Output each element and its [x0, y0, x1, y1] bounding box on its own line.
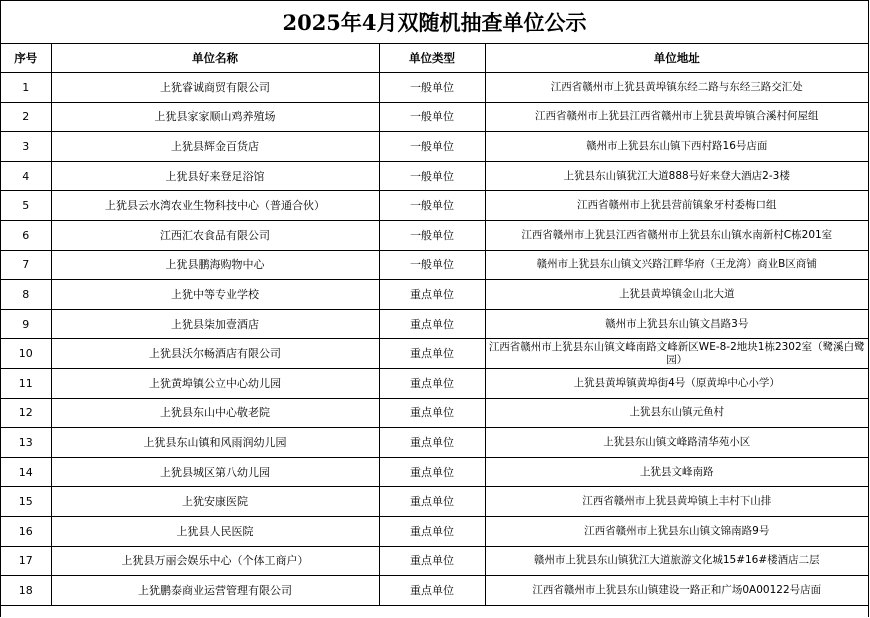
cell-unit-type: 重点单位 — [379, 487, 485, 517]
cell-no: 10 — [1, 339, 51, 369]
cell-no: 16 — [1, 516, 51, 546]
cell-unit-name: 上犹中等专业学校 — [51, 280, 379, 310]
cell-unit-type: 重点单位 — [379, 339, 485, 369]
cell-unit-name: 上犹黄埠镇公立中心幼儿园 — [51, 368, 379, 398]
cell-unit-name: 上犹县东山镇和风雨润幼儿园 — [51, 428, 379, 458]
cell-unit-type: 重点单位 — [379, 280, 485, 310]
cell-unit-type: 重点单位 — [379, 398, 485, 428]
cell-unit-address: 江西省赣州市上犹县东山镇文锦南路9号 — [485, 516, 868, 546]
cell-no: 11 — [1, 368, 51, 398]
table-row — [1, 428, 868, 458]
cell-no: 15 — [1, 487, 51, 517]
cell-unit-address: 赣州市上犹县东山镇文昌路3号 — [485, 309, 868, 339]
cell-no: 3 — [1, 132, 51, 162]
table-header-row — [1, 44, 868, 73]
cell-unit-address: 赣州市上犹县东山镇文兴路江畔华府（王龙湾）商业B区商铺 — [485, 250, 868, 280]
cell-unit-address: 江西省赣州市上犹县黄埠镇东经二路与东经三路交汇处 — [485, 73, 868, 103]
cell-unit-name: 上犹安康医院 — [51, 487, 379, 517]
cell-unit-address: 赣州市上犹县东山镇犹江大道旅游文化城15#16#楼酒店二层 — [485, 546, 868, 576]
cell-unit-address: 江西省赣州市上犹县江西省赣州市上犹县黄埠镇合溪村何屋组 — [485, 102, 868, 132]
cell-unit-address: 江西省赣州市上犹县江西省赣州市上犹县东山镇水南新村C栋201室 — [485, 220, 868, 250]
table-row — [1, 73, 868, 103]
cell-unit-name: 上犹县辉金百货店 — [51, 132, 379, 162]
cell-unit-name: 上犹鹏泰商业运营管理有限公司 — [51, 576, 379, 606]
cell-no: 17 — [1, 546, 51, 576]
page-title: 2025年4月双随机抽查单位公示 — [1, 0, 868, 44]
cell-unit-type: 重点单位 — [379, 457, 485, 487]
cell-unit-address: 上犹县文峰南路 — [485, 457, 868, 487]
cell-no: 6 — [1, 220, 51, 250]
cell-unit-address: 上犹县东山镇犹江大道888号好来登大酒店2-3楼 — [485, 161, 868, 191]
table-row — [1, 576, 868, 606]
cell-unit-type: 一般单位 — [379, 161, 485, 191]
cell-unit-name: 上犹县东山中心敬老院 — [51, 398, 379, 428]
cell-no: 7 — [1, 250, 51, 280]
cell-unit-name: 上犹县城区第八幼儿园 — [51, 457, 379, 487]
table-row — [1, 339, 868, 369]
cell-unit-type: 重点单位 — [379, 546, 485, 576]
table-row — [1, 102, 868, 132]
table-row — [1, 546, 868, 576]
cell-no: 5 — [1, 191, 51, 221]
table-row — [1, 457, 868, 487]
cell-unit-address: 江西省赣州市上犹县营前镇象牙村委梅口组 — [485, 191, 868, 221]
cell-unit-address: 上犹县东山镇文峰路清华苑小区 — [485, 428, 868, 458]
cell-unit-type: 重点单位 — [379, 516, 485, 546]
cell-unit-address: 江西省赣州市上犹县东山镇建设一路正和广场0A00122号店面 — [485, 576, 868, 606]
cell-no: 12 — [1, 398, 51, 428]
cell-no: 4 — [1, 161, 51, 191]
table-row — [1, 191, 868, 221]
unit-table — [1, 44, 868, 606]
cell-no: 18 — [1, 576, 51, 606]
cell-unit-type: 一般单位 — [379, 220, 485, 250]
header-address: 单位地址 — [485, 44, 868, 73]
table-row — [1, 250, 868, 280]
header-name: 单位名称 — [51, 44, 379, 73]
cell-unit-name: 上犹县沃尔畅酒店有限公司 — [51, 339, 379, 369]
table-row — [1, 309, 868, 339]
table-row — [1, 220, 868, 250]
cell-no: 13 — [1, 428, 51, 458]
table-row — [1, 132, 868, 162]
cell-no: 2 — [1, 102, 51, 132]
table-body — [1, 73, 868, 606]
cell-unit-type: 重点单位 — [379, 428, 485, 458]
cell-unit-type: 一般单位 — [379, 102, 485, 132]
cell-unit-address: 江西省赣州市上犹县黄埠镇上丰村下山排 — [485, 487, 868, 517]
cell-unit-name: 江西汇农食品有限公司 — [51, 220, 379, 250]
cell-unit-name: 上犹县好来登足浴馆 — [51, 161, 379, 191]
cell-no: 14 — [1, 457, 51, 487]
cell-unit-name: 上犹县万丽会娱乐中心（个体工商户） — [51, 546, 379, 576]
table-row — [1, 280, 868, 310]
header-no: 序号 — [1, 44, 51, 73]
cell-unit-name: 上犹县人民医院 — [51, 516, 379, 546]
table-row — [1, 368, 868, 398]
cell-unit-name: 上犹睿诚商贸有限公司 — [51, 73, 379, 103]
table-row — [1, 487, 868, 517]
cell-no: 1 — [1, 73, 51, 103]
cell-unit-type: 一般单位 — [379, 250, 485, 280]
cell-unit-address: 赣州市上犹县东山镇下西村路16号店面 — [485, 132, 868, 162]
cell-unit-type: 重点单位 — [379, 576, 485, 606]
cell-unit-name: 上犹县云水湾农业生物科技中心（普通合伙） — [51, 191, 379, 221]
cell-unit-type: 一般单位 — [379, 73, 485, 103]
cell-unit-address: 上犹县黄埠镇金山北大道 — [485, 280, 868, 310]
cell-unit-type: 一般单位 — [379, 191, 485, 221]
table-row — [1, 161, 868, 191]
cell-unit-address: 江西省赣州市上犹县东山镇文峰南路文峰新区WE-8-2地块1栋2302室（鹭溪白鹭园） — [485, 339, 868, 369]
table-row — [1, 516, 868, 546]
cell-unit-type: 重点单位 — [379, 309, 485, 339]
cell-unit-address: 上犹县黄埠镇黄埠街4号（原黄埠中心小学） — [485, 368, 868, 398]
cell-unit-type: 一般单位 — [379, 132, 485, 162]
cell-unit-name: 上犹县鹏海购物中心 — [51, 250, 379, 280]
header-type: 单位类型 — [379, 44, 485, 73]
cell-unit-address: 上犹县东山镇元鱼村 — [485, 398, 868, 428]
cell-no: 8 — [1, 280, 51, 310]
cell-unit-name: 上犹县柒加壹酒店 — [51, 309, 379, 339]
cell-unit-name: 上犹县家家顺山鸡养殖场 — [51, 102, 379, 132]
cell-unit-type: 重点单位 — [379, 368, 485, 398]
table-row — [1, 398, 868, 428]
cell-no: 9 — [1, 309, 51, 339]
